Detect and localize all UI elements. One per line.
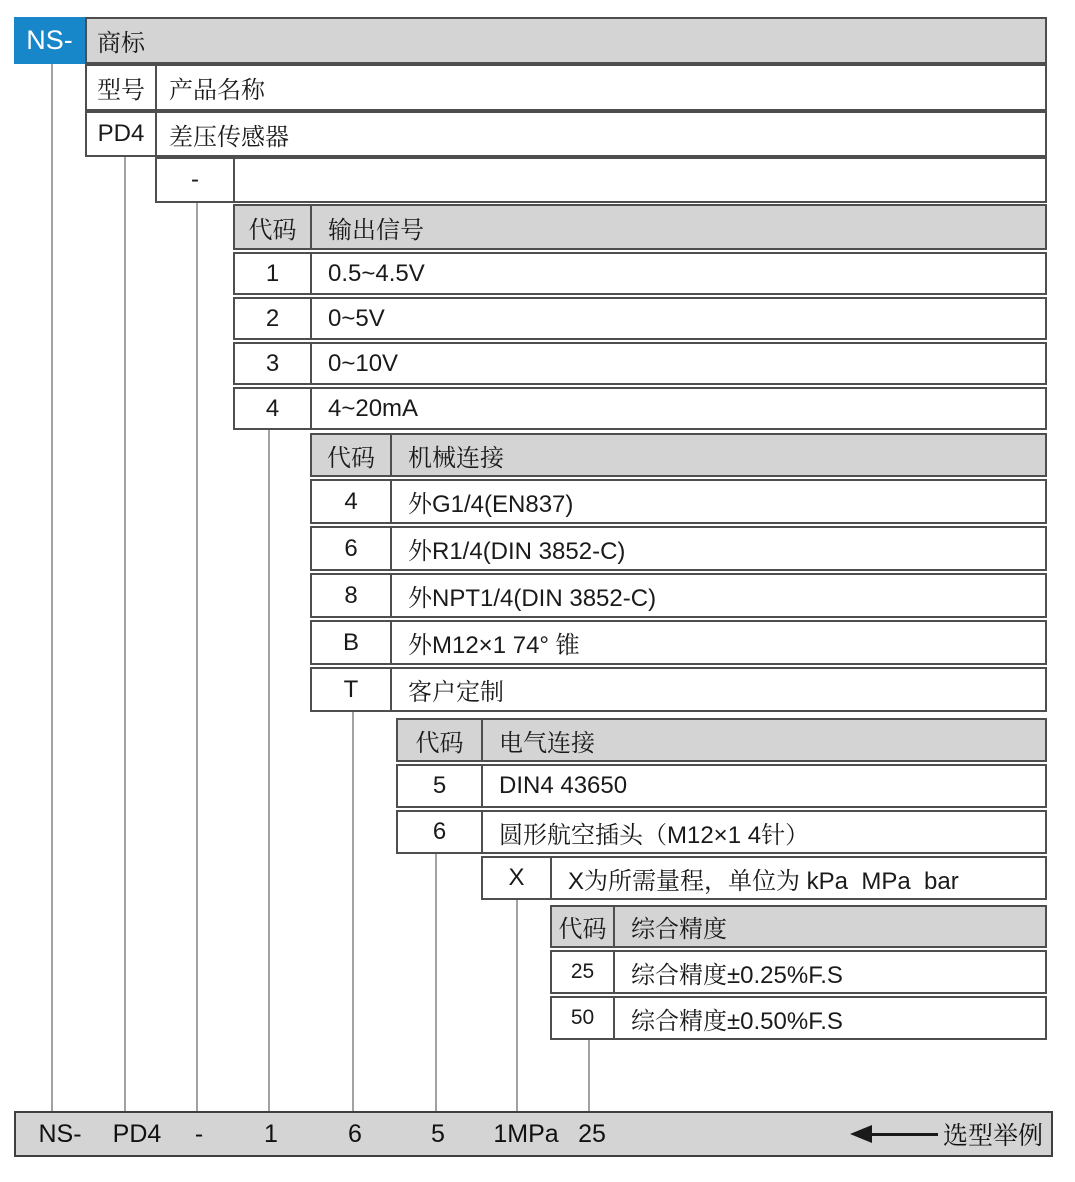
row-code: 6 [398,812,483,852]
output-signal-header-code: 代码 [235,206,312,248]
separator-row [155,157,1047,203]
table-row [310,573,1047,618]
table-row [233,387,1047,430]
brand-code: NS- [26,25,73,55]
connector-line-output-signal [268,430,270,1113]
table-row [233,297,1047,340]
example-caption: 选型举例 [942,1122,1043,1150]
range-label: X为所需量程，单位为 kPa MPa bar [568,867,959,895]
row-code: B [312,622,392,663]
table-row [550,950,1047,994]
row-code: 25 [552,952,615,992]
mechanical-header-label: 机械连接 [408,444,504,472]
accuracy-header-code: 代码 [552,907,615,946]
row-label: 4~20mA [328,394,419,422]
row-label: DIN4 43650 [499,772,628,799]
example-value-accuracy: 25 [578,1120,606,1148]
accuracy-header-label: 综合精度 [631,916,727,943]
brand-code-box [14,17,85,64]
example-value-range: 1MPa [493,1120,559,1148]
table-row [396,764,1047,808]
connector-line-electrical [435,854,437,1113]
table-row [550,996,1047,1040]
electrical-connection-table [396,718,1047,854]
row-label: 0.5~4.5V [328,259,425,287]
pressure-range-row [481,856,1047,900]
row-label: 圆形航空插头（M12×1 4针） [499,821,810,849]
row-code: 4 [312,481,392,522]
brand-header-label: 商标 [97,30,145,57]
row-label: 外NPT1/4(DIN 3852-C) [408,585,657,612]
example-pointer [850,1113,1043,1155]
row-label: 客户定制 [408,679,504,706]
separator-empty-cell [235,159,1045,201]
separator-code: - [157,159,235,201]
example-value-brand: NS- [38,1120,82,1148]
model-header-label: 产品名称 [169,77,265,104]
model-header-row [85,64,1047,111]
table-row [396,810,1047,854]
row-code: 6 [312,528,392,569]
row-code: 2 [235,299,312,338]
model-label: 差压传感器 [169,123,289,151]
electrical-header-label: 电气连接 [499,729,595,757]
example-value-model: PD4 [112,1120,162,1148]
row-code: 50 [552,998,615,1038]
brand-header [85,17,1047,64]
row-code: T [312,669,392,710]
arrow-left-icon [850,1125,872,1143]
row-code: 3 [235,344,312,383]
table-row [233,342,1047,385]
electrical-header-code: 代码 [398,720,483,760]
row-label: 综合精度±0.50%F.S [631,1007,843,1035]
accuracy-table [550,905,1047,1040]
row-label: 外M12×1 74° 锥 [408,632,580,659]
table-row [310,620,1047,665]
connector-line-accuracy [588,1040,590,1113]
example-value-electrical: 5 [431,1120,445,1148]
example-code-bar [14,1111,1053,1157]
row-label: 0~5V [328,304,385,332]
table-row [233,252,1047,295]
connector-line-mechanical [352,712,354,1113]
row-code: 1 [235,254,312,293]
mechanical-connection-table [310,433,1047,712]
table-row [310,526,1047,571]
output-signal-header-label: 输出信号 [328,216,424,244]
output-signal-table [233,204,1047,430]
range-code: X [483,858,552,898]
row-label: 综合精度±0.25%F.S [631,961,843,989]
model-code: PD4 [87,113,157,155]
mechanical-header-code: 代码 [312,435,392,475]
row-code: 5 [398,766,483,806]
connector-line-brand [51,64,53,1113]
arrow-tail-line [872,1133,938,1136]
row-label: 0~10V [328,349,399,377]
example-value-mechanical: 6 [348,1120,362,1148]
row-code: 4 [235,389,312,428]
example-value-separator: - [194,1120,204,1148]
connector-line-range [516,900,518,1113]
table-row [310,667,1047,712]
model-header-code: 型号 [87,66,157,109]
example-value-output: 1 [264,1120,278,1148]
model-value-row [85,111,1047,157]
connector-line-model [124,157,126,1113]
row-label: 外R1/4(DIN 3852-C) [408,538,626,565]
row-code: 8 [312,575,392,616]
row-label: 外G1/4(EN837) [408,491,574,518]
table-row [310,479,1047,524]
connector-line-separator [196,203,198,1113]
